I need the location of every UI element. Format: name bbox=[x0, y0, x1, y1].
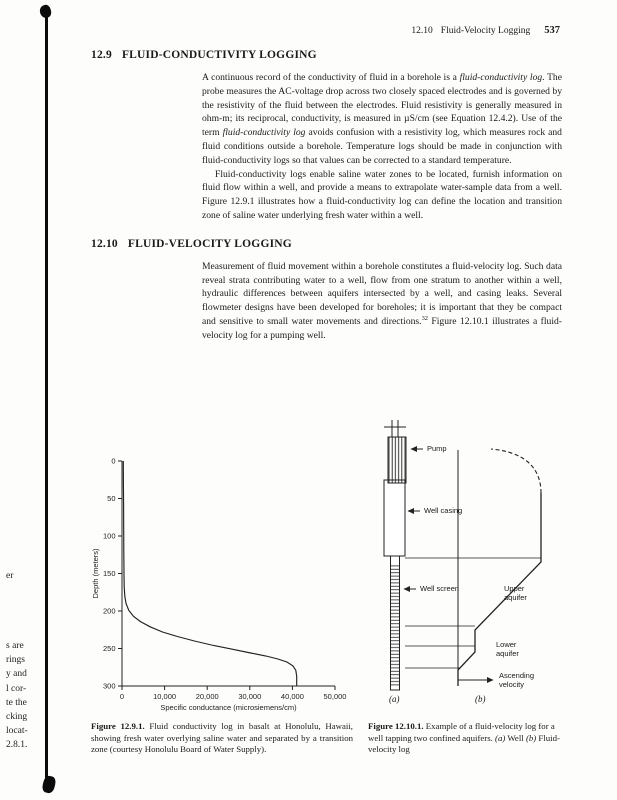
margin-fragment: s are bbox=[6, 641, 24, 651]
svg-text:50,000: 50,000 bbox=[323, 692, 347, 701]
italic-term: fluid-conductivity log bbox=[222, 127, 306, 139]
footnote-reference: 32 bbox=[421, 314, 428, 322]
margin-fragment: cking bbox=[6, 712, 28, 722]
conductivity-chart-svg bbox=[88, 446, 353, 714]
figure-12-9-1-chart bbox=[88, 446, 353, 714]
margin-fragment: y and bbox=[6, 669, 27, 679]
caption-label: Figure 12.10.1. bbox=[368, 721, 424, 731]
running-header-section-title: Fluid-Velocity Logging bbox=[440, 26, 531, 36]
paragraph-12-9-1 bbox=[202, 71, 562, 168]
margin-fragment: rings bbox=[6, 655, 25, 665]
section-heading-12-9 bbox=[91, 48, 563, 63]
caption-text: Fluid conductivity log in basalt at Honolulu, Hawaii, showing fresh water overlying saline water and separated by a transition zone (courtesy Honolulu Board of Water Supply). bbox=[91, 721, 353, 755]
book-binding-line bbox=[45, 9, 48, 781]
section-number: 12.10 bbox=[91, 237, 118, 250]
svg-text:200: 200 bbox=[102, 606, 116, 616]
svg-text:250: 250 bbox=[102, 644, 116, 654]
svg-text:150: 150 bbox=[102, 569, 116, 579]
caption-subfigure-b: (b) bbox=[525, 732, 537, 743]
lower-aquifer-label: Lower aquifer bbox=[496, 640, 519, 658]
svg-text:20,000: 20,000 bbox=[195, 692, 219, 701]
caption-text: Fluid-velocity log bbox=[368, 732, 560, 755]
section-number: 12.9 bbox=[91, 49, 112, 61]
paragraph-text: avoids confusion with a resistivity log, which measures rock and fluid conditions outside a borehole. Temperature logs should be made in conjunction with fluid-conductivity logs so that values can be corrected to a standard temperature. bbox=[202, 127, 562, 166]
svg-text:0: 0 bbox=[111, 456, 116, 466]
ascending-velocity-label: Ascending velocity bbox=[499, 671, 535, 689]
margin-fragment: er bbox=[6, 571, 14, 581]
pump-label: Pump bbox=[427, 444, 447, 453]
well-screen-shape bbox=[391, 564, 400, 686]
italic-term: fluid-conductivity log bbox=[459, 72, 543, 83]
page-number: 537 bbox=[544, 25, 560, 36]
paragraph-text: . The probe measures the AC-voltage drop across two closely spaced electrodes and is governed by the resistivity of the fluid between the electrodes. Fluid resistivity is generally measured in ohm-m; its reciprocal, conductivity, is measured in µS/cm (see Equation 12.4.2). Use of the term bbox=[202, 72, 562, 139]
well-casing-label: Well casing bbox=[424, 506, 463, 515]
caption-subfigure-a: (a) bbox=[495, 732, 506, 743]
paragraph-text: Measurement of fluid movement within a borehole constitutes a fluid-velocity log. Such data reveal strata contributing water to a well, flow from one stratum to another within a well, hydraulic differences between aquifers intersected by a well, and casing leaks. Several flowmeter designs have been developed for boreholes; it is important that they be compact and sensitive to small water movements and directions. bbox=[202, 260, 562, 327]
section-heading-12-10 bbox=[91, 237, 563, 252]
caption-figure-12-9-1 bbox=[91, 721, 353, 756]
svg-text:30,000: 30,000 bbox=[238, 692, 262, 701]
svg-text:10,000: 10,000 bbox=[153, 692, 177, 701]
book-binding-blob-bottom bbox=[41, 775, 57, 794]
main-content bbox=[91, 48, 563, 343]
paragraph-text: Figure 12.10.1 illustrates a fluid-velocity log for a pumping well. bbox=[202, 315, 562, 341]
caption-text: Example of a fluid-velocity log for a well tapping two confined aquifers. bbox=[368, 721, 555, 743]
svg-text:0: 0 bbox=[119, 692, 125, 701]
margin-fragment: te the bbox=[6, 698, 27, 708]
caption-text: Well bbox=[505, 732, 526, 743]
pump-shape bbox=[388, 437, 406, 483]
section-title: FLUID-VELOCITY LOGGING bbox=[127, 237, 292, 250]
margin-fragment: l cor- bbox=[6, 684, 27, 694]
upper-aquifer-label: Upper aquifer bbox=[504, 584, 527, 602]
svg-text:40,000: 40,000 bbox=[280, 692, 304, 701]
well-screen-label: Well screen bbox=[420, 584, 460, 593]
paragraph-text: A continuous record of the conductivity of fluid in a borehole is a bbox=[202, 72, 460, 83]
margin-fragment: 2.8.1. bbox=[6, 740, 28, 750]
running-header-section-number: 12.10 bbox=[411, 26, 433, 36]
svg-text:Depth (meters): Depth (meters) bbox=[91, 548, 100, 599]
caption-figure-12-10-1 bbox=[368, 721, 566, 756]
well-casing-shape bbox=[384, 480, 405, 556]
margin-fragment: locat- bbox=[6, 726, 28, 736]
svg-text:100: 100 bbox=[102, 531, 116, 541]
caption-label: Figure 12.9.1. bbox=[91, 721, 145, 731]
paragraph-12-9-2: Fluid-conductivity logs enable saline water zones to be located, furnish information on fluid flow within a well, and provide a means to extrapolate water-sample data from a well. Figure 12.9.1 illustrates how a fluid-conductivity log can define the location and transition zone of saline water underlying fresh water within a well. bbox=[202, 168, 562, 221]
figure-12-10-1-diagram bbox=[365, 418, 565, 718]
svg-text:300: 300 bbox=[102, 681, 116, 691]
subfigure-a-label: (a) bbox=[389, 694, 400, 704]
subfigure-b-label: (b) bbox=[475, 694, 486, 704]
paragraph-12-10-1 bbox=[202, 260, 562, 343]
svg-text:50: 50 bbox=[107, 494, 116, 504]
running-header bbox=[411, 25, 560, 36]
book-binding-blob-top bbox=[38, 4, 52, 20]
section-title: FLUID-CONDUCTIVITY LOGGING bbox=[121, 49, 317, 61]
velocity-profile-dashed-line bbox=[491, 449, 541, 493]
svg-text:Specific conductance (microsie: Specific conductance (microsiemens/cm) bbox=[160, 703, 297, 712]
